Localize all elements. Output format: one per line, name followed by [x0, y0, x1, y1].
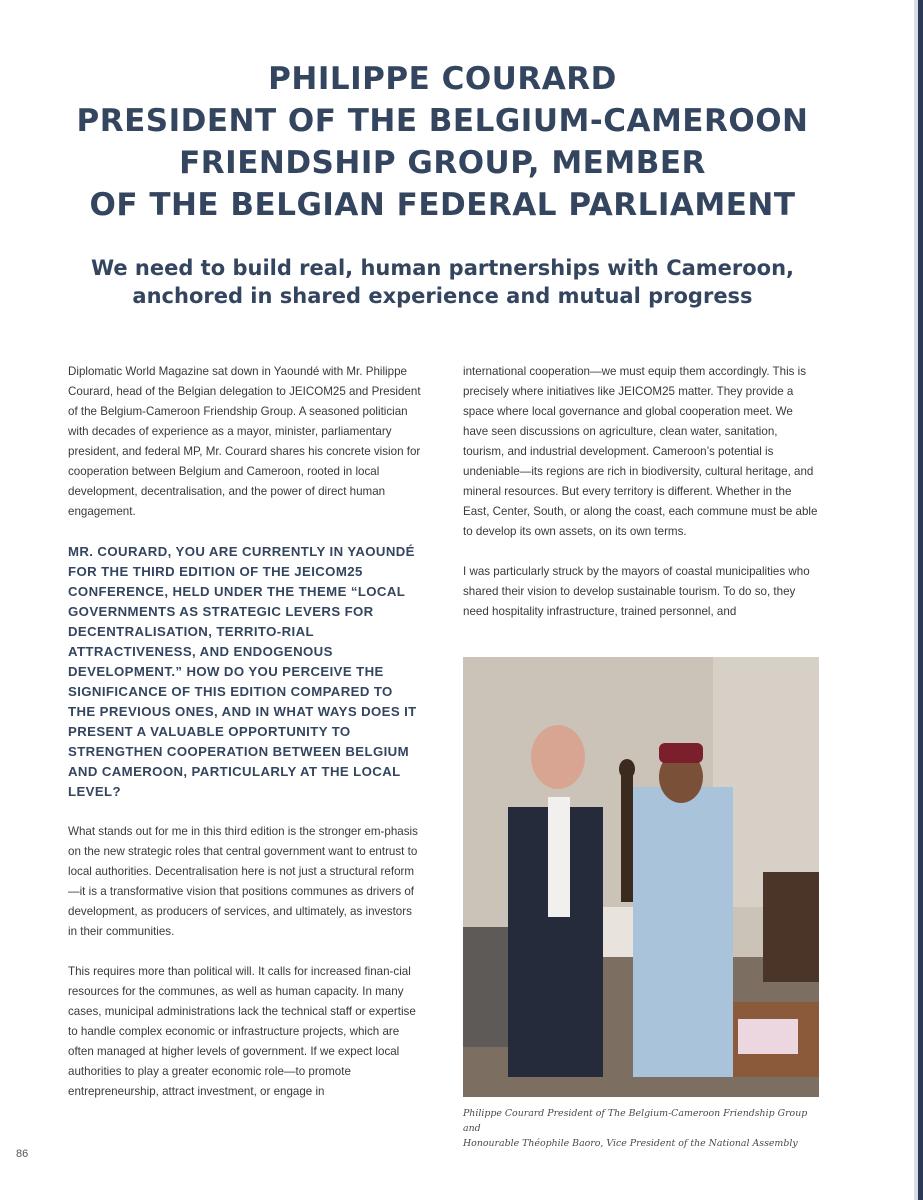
title-line: FRIENDSHIP GROUP, MEMBER [179, 145, 706, 181]
photo-statuette-head [619, 759, 635, 779]
answer-paragraph: This requires more than political will. It calls for increased finan-cial resources for the communes, as well as human capacity. In many cases, municipal administrations lack the technical staff or expertise to handle complex economic or infrastructure projects, which are often managed at higher levels of government. If we expect local authorities to play a greater economic role—to promote entrepreneurship, attract investment, or engage in [68, 965, 416, 1098]
photo-illustration [463, 657, 819, 1097]
article-photo [463, 657, 819, 1097]
title-line: PHILIPPE COURARD [268, 61, 617, 97]
caption-line: Philippe Courard President of The Belgium-Cameroon Friendship Group and [463, 1108, 808, 1134]
title-line: PRESIDENT OF THE BELGIUM-CAMEROON [76, 103, 809, 139]
interview-question: MR. COURARD, YOU ARE CURRENTLY IN YAOUNDÉ FOR THE THIRD EDITION OF THE JEICOM25 CONFERENCE, HELD UNDER THE THEME “LOCAL GOVERNMENTS AS STRATEGIC LEVERS FOR DECENTRALISATION, TERRITO-RIAL ATTRACTIVENESS, AND ENDOGENOUS DEVELOPMENT.” HOW DO YOU PERCEIVE THE SIGNIFICANCE OF THIS EDITION COMPARED TO THE PREVIOUS ONES, AND IN WHAT WAYS DOES IT PRESENT A VALUABLE OPPORTUNITY TO STRENGTHEN COOPERATION BETWEEN BELGIUM AND CAMEROON, PARTICULARLY AT THE LOCAL LEVEL? [68, 544, 417, 799]
photo-papers [738, 1019, 798, 1054]
page-edge-band [918, 0, 923, 1200]
photo-left-person-head [531, 725, 585, 789]
photo-right-person-cap [659, 743, 703, 763]
intro-paragraph: Diplomatic World Magazine sat down in Yaoundé with Mr. Philippe Courard, head of the Belgian delegation to JEICOM25 and President of the Belgium-Cameroon Friendship Group. A seasoned politician with decades of experience as a mayor, minister, parliamentary president, and federal MP, Mr. Courard shares his concrete vision for cooperation between Belgium and Cameroon, rooted in local development, decentralisation, and the power of direct human engagement. [68, 365, 421, 518]
photo-right-person-robe [633, 787, 733, 1077]
photo-cabinet [763, 872, 819, 982]
subtitle-line: anchored in shared experience and mutual progress [132, 284, 753, 308]
photo-statuette [621, 772, 633, 902]
right-column [463, 362, 819, 622]
article-title [40, 58, 845, 226]
answer-paragraph: international cooperation—we must equip them accordingly. This is precisely where initiatives like JEICOM25 matter. They provide a space where local governance and global cooperation meet. We have seen discussions on agriculture, clean water, sanitation, tourism, and industrial development. Cameroon’s potential is undeniable—its regions are rich in biodiversity, cultural heritage, and mineral resources. But every territory is different. Whether in the East, Center, South, or along the coast, each commune must be able to develop its own assets, on its own terms. [463, 365, 818, 538]
photo-left-person-shirt [548, 797, 570, 917]
title-line: OF THE BELGIAN FEDERAL PARLIAMENT [89, 187, 796, 223]
left-column [68, 362, 423, 1102]
article-subtitle [60, 254, 825, 310]
answer-paragraph: I was particularly struck by the mayors of coastal municipalities who shared their vision to develop sustainable tourism. To do so, they need hospitality infrastructure, trained personnel, and [463, 565, 810, 618]
answer-paragraph: What stands out for me in this third edition is the stronger em-phasis on the new strategic roles that central government want to entrust to local authorities. Decentralisation here is not just a structural reform—it is a transformative vision that positions communes as drivers of development, as producers of services, and ultimately, as investors in their communities. [68, 825, 418, 938]
caption-line: Honourable Théophile Baoro, Vice President of the National Assembly [463, 1138, 798, 1149]
photo-caption [463, 1106, 823, 1151]
page-number: 86 [16, 1148, 29, 1160]
subtitle-line: We need to build real, human partnerships with Cameroon, [90, 256, 795, 280]
